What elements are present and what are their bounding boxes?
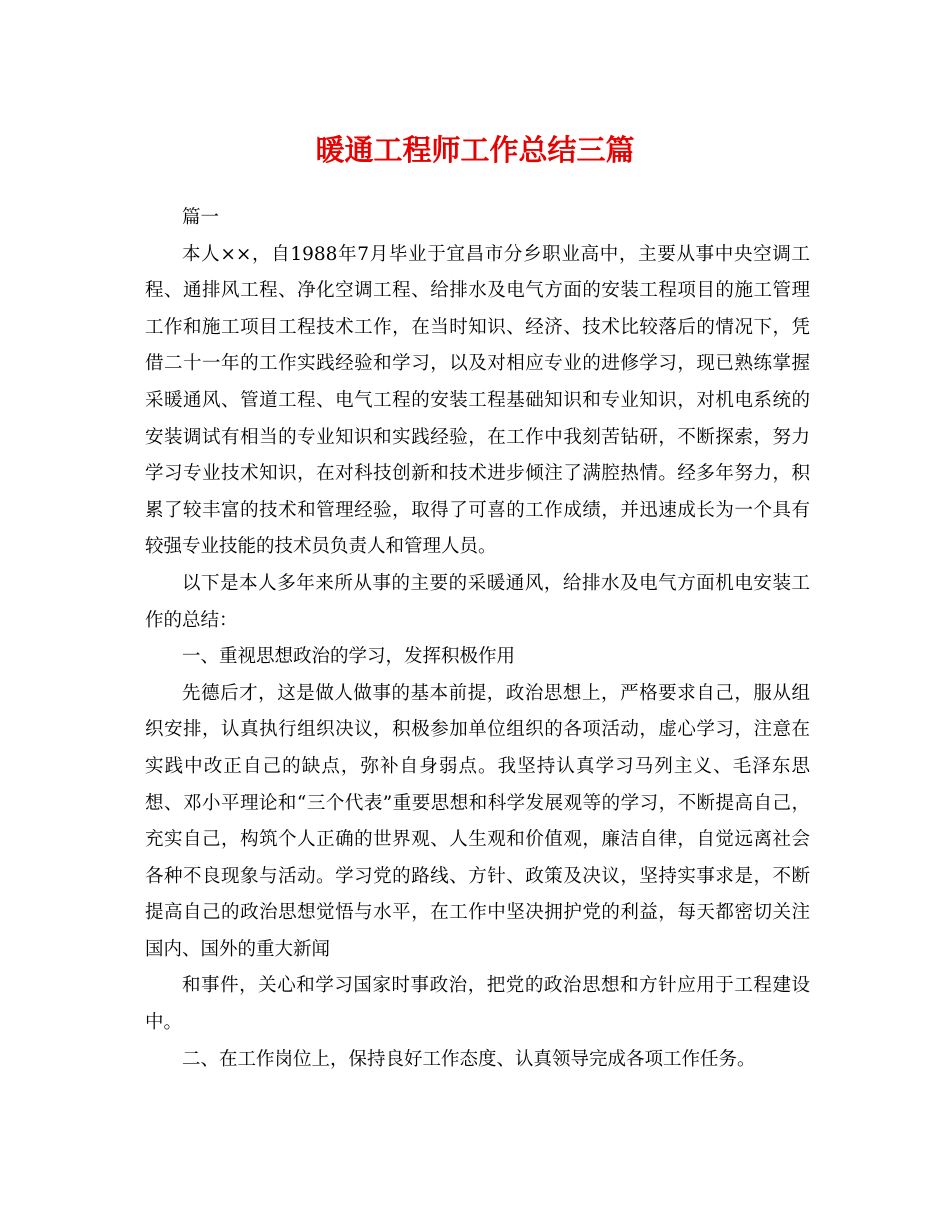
paragraph-heading: 一、重视思想政治的学习，发挥积极作用 — [182, 646, 516, 668]
document-body — [145, 200, 810, 1078]
document-title: 暖通工程师工作总结三篇 — [315, 133, 635, 167]
paragraph: 先德后才，这是做人做事的基本前提，政治思想上，严格要求自己，服从组织安排，认真执行组织决议，积极参加单位组织的各项活动，虚心学习，注意在实践中改正自己的缺点，弥补自身弱点。我坚持认真学习马列主义、毛泽东思想、邓小平理论和“三个代表”重要思想和科学发展观等的学习，不断提高自己，充实自己，构筑个人正确的世界观、人生观和价值观，廉洁自律，自觉远离社会各种不良现象与活动。学习党的路线、方针、政策及决议，坚持实事求是，不断提高自己的政治思想觉悟与水平，在工作中坚决拥护党的利益，每天都密切关注国内、国外的重大新闻 — [145, 682, 810, 960]
paragraph: 和事件，关心和学习国家时事政治，把党的政治思想和方针应用于工程建设中。 — [145, 975, 810, 1034]
paragraph: 本人××，自1988年7月毕业于宜昌市分乡职业高中，主要从事中央空调工程、通排风工程、净化空调工程、给排水及电气方面的安装工程项目的施工管理工作和施工项目工程技术工作，在当时知识、经济、技术比较落后的情况下，凭借二十一年的工作实践经验和学习，以及对相应专业的进修学习，现已熟练掌握采暖通风、管道工程、电气工程的安装工程基础知识和专业知识，对机电系统的安装调试有相当的专业知识和实践经验，在工作中我刻苦钻研，不断探索，努力学习专业技术知识，在对科技创新和技术进步倾注了满腔热情。经多年努力，积累了较丰富的技术和管理经验，取得了可喜的工作成绩，并迅速成长为一个具有较强专业技能的技术员负责人和管理人员。 — [145, 243, 810, 558]
paragraph: 以下是本人多年来所从事的主要的采暖通风，给排水及电气方面机电安装工作的总结： — [145, 572, 810, 631]
paragraph-section-heading: 篇一 — [182, 207, 220, 228]
paragraph-heading: 二、在工作岗位上，保持良好工作态度、认真领导完成各项工作任务。 — [182, 1048, 756, 1070]
